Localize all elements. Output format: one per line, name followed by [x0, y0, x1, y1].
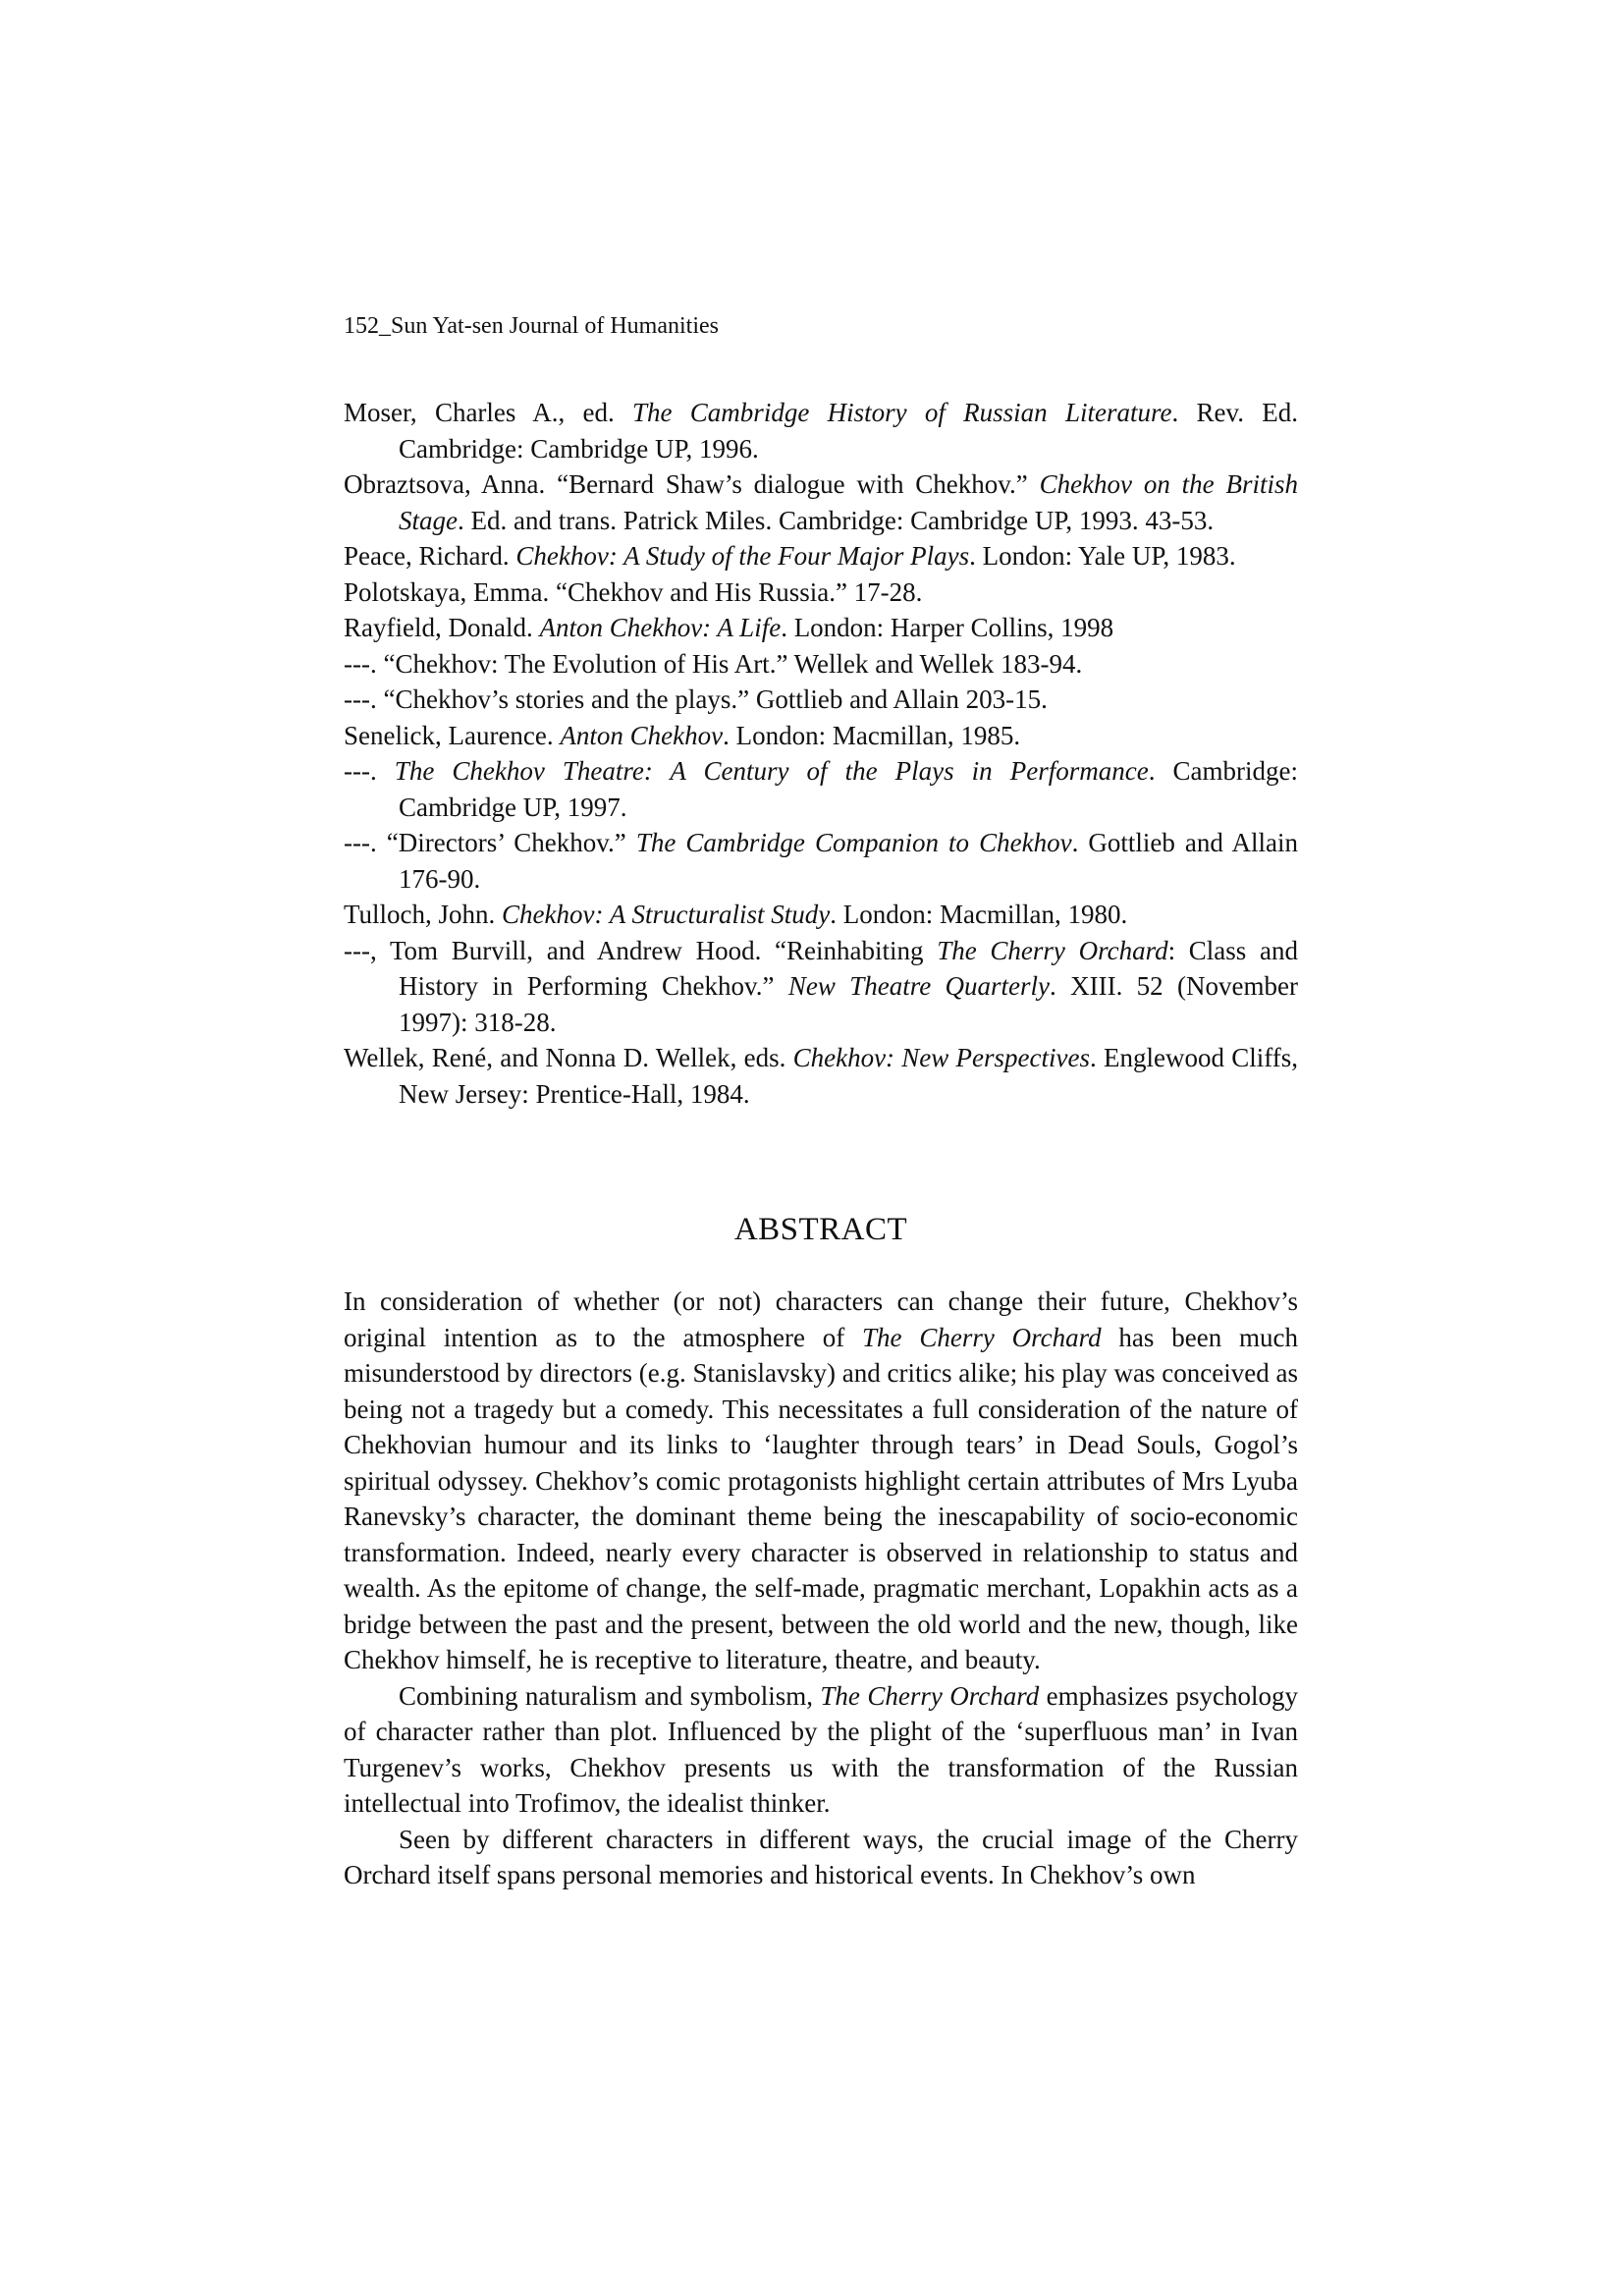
reference-title: Chekhov: A Study of the Four Major Plays	[515, 541, 970, 571]
reference-text: . Cambridge: Cambridge UP, 1997.	[399, 756, 1298, 822]
reference-text: : Class and History in Performing Chekhov.”	[399, 935, 1298, 1001]
reference-text: Polotskaya, Emma. “Chekhov and His Russia.” 17-28.	[344, 576, 923, 607]
abstract-text: has been much misunderstood by directors (e.g. Stanislavsky) and critics alike; his play was conceived as being not a tragedy but a comedy. This necessitates a full consideration of the nature of Chekhovian humour and its links to ‘laughter through tears’ in Dead Souls, Gogol’s spiritual odyssey. Chekhov’s comic protagonists highlight certain attributes of Mrs Lyuba Ranevsky’s character, the dominant theme being the inescapability of socio-economic transformation. Indeed, nearly every character is observed in relationship to status and wealth. As the epitome of change, the self-made, pragmatic merchant, Lopakhin acts as a bridge between the past and the present, between the old world and the new, though, like Chekhov himself, he is receptive to literature, theatre, and beauty.	[344, 1322, 1298, 1674]
reference-title: Chekhov: A Structuralist Study	[502, 900, 831, 929]
abstract-title-ref: The Cherry Orchard	[862, 1322, 1102, 1352]
reference-text: . London: Yale UP, 1983.	[969, 541, 1236, 571]
abstract-text: Combining naturalism and symbolism,	[399, 1680, 821, 1711]
reference-title: The Cherry Orchard	[937, 935, 1168, 965]
abstract-paragraph	[344, 1678, 1298, 1822]
reference-text: Obraztsova, Anna. “Bernard Shaw’s dialogue with Chekhov.”	[344, 469, 1040, 499]
reference-title: Anton Chekhov	[560, 720, 724, 750]
reference-text: Moser, Charles A., ed.	[344, 398, 633, 427]
abstract-heading: ABSTRACT	[733, 1212, 908, 1247]
reference-text: . XIII. 52 (November 1997): 318-28.	[399, 971, 1298, 1037]
reference-list	[344, 395, 1298, 1112]
reference-text: Peace, Richard.	[344, 541, 516, 571]
reference-entry	[344, 897, 1298, 933]
reference-title: The Cambridge Companion to Chekhov	[635, 828, 1072, 857]
reference-text: . Gottlieb and Allain 176-90.	[399, 828, 1298, 894]
abstract-paragraph	[344, 1284, 1298, 1678]
reference-text: ---. “Chekhov’s stories and the plays.” Gottlieb and Allain 203-15.	[344, 684, 1048, 714]
reference-entry	[344, 646, 1298, 683]
reference-title: New Theatre Quarterly	[787, 971, 1051, 1001]
reference-title: Anton Chekhov: A Life	[539, 613, 782, 642]
reference-text: . London: Macmillan, 1980.	[830, 900, 1128, 929]
abstract-text: In consideration of whether (or not) characters can change their future, Chekhov’s original intention as to the atmosphere of	[344, 1286, 1298, 1352]
reference-entry	[344, 682, 1298, 718]
reference-text: Rayfield, Donald.	[344, 613, 540, 642]
reference-entry	[344, 538, 1298, 574]
reference-text: . London: Macmillan, 1985.	[723, 720, 1021, 750]
reference-entry	[344, 1040, 1298, 1112]
reference-entry	[344, 718, 1298, 754]
reference-text: Tulloch, John.	[344, 900, 503, 929]
reference-entry	[344, 610, 1298, 646]
reference-text: ---.	[344, 756, 395, 786]
reference-text: ---, Tom Burvill, and Andrew Hood. “Reinhabiting	[344, 935, 938, 965]
reference-title: The Chekhov Theatre: A Century of the Plays in Performance	[394, 756, 1149, 786]
reference-title: Chekhov: New Perspectives	[792, 1043, 1090, 1072]
reference-entry	[344, 574, 1298, 611]
reference-entry	[344, 753, 1298, 825]
abstract-title-ref: The Cherry Orchard	[820, 1680, 1040, 1711]
reference-entry	[344, 933, 1298, 1041]
reference-text: . Ed. and trans. Patrick Miles. Cambridge: Cambridge UP, 1993. 43-53.	[458, 505, 1215, 535]
reference-text: Wellek, René, and Nonna D. Wellek, eds.	[344, 1043, 793, 1072]
reference-text: . London: Harper Collins, 1998	[781, 613, 1114, 642]
abstract-body	[344, 1284, 1298, 1893]
reference-text: Senelick, Laurence.	[344, 720, 561, 750]
reference-text: . Rev. Ed. Cambridge: Cambridge UP, 1996.	[399, 398, 1299, 464]
abstract-text: Seen by different characters in different ways, the crucial image of the Cherry Orchard itself spans personal memories and historical events. In Chekhov’s own	[344, 1824, 1298, 1889]
reference-text: ---. “Chekhov: The Evolution of His Art.” Wellek and Wellek 183-94.	[344, 648, 1083, 679]
abstract-text: emphasizes psychology of character rather than plot. Influenced by the plight of the ‘superfluous man’ in Ivan Turgenev’s works, Chekhov presents us with the transformation of the Russian intellectual into Trofimov, the idealist thinker.	[344, 1680, 1298, 1818]
reference-title: The Cambridge History of Russian Literature	[632, 398, 1172, 427]
running-head: 152_Sun Yat-sen Journal of Humanities	[344, 313, 719, 339]
reference-entry	[344, 395, 1298, 466]
reference-title: Chekhov on the British Stage	[399, 469, 1298, 535]
reference-text: . Englewood Cliffs, New Jersey: Prentice-Hall, 1984.	[399, 1043, 1299, 1109]
reference-entry	[344, 825, 1298, 897]
abstract-paragraph	[344, 1822, 1298, 1893]
reference-entry	[344, 466, 1298, 538]
reference-text: ---. “Directors’ Chekhov.”	[344, 828, 636, 857]
